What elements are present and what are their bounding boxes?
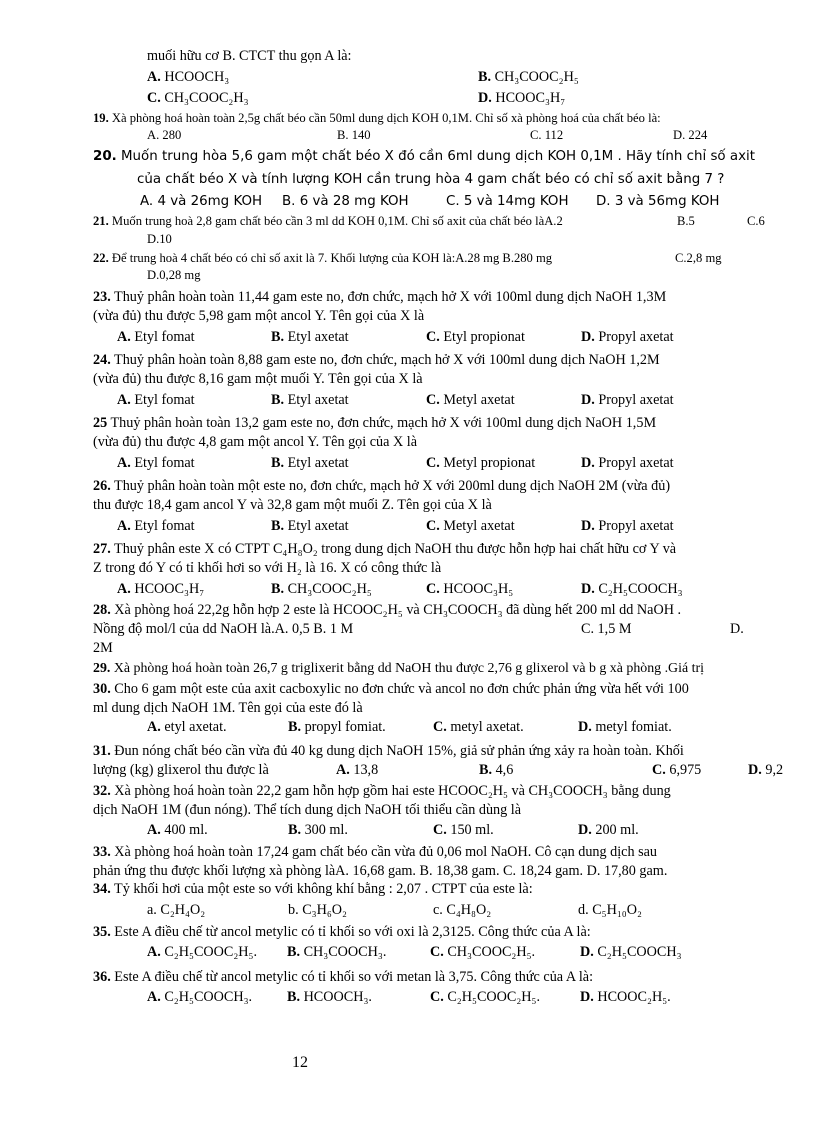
question-20-cont: của chất béo X và tính lượng KOH cần trung hòa 4 gam chất béo có chỉ số axit bằng 7 ? <box>137 172 725 187</box>
question-35: 35. Este A điều chế từ ancol metylic có tỉ khối so với oxi là 2,3125. Công thức của A là: <box>93 924 591 940</box>
question-24: 24. Thuỷ phân hoàn toàn 8,88 gam este no, đơn chức, mạch hở X với 100ml dung dịch NaOH 1,2M <box>93 352 660 368</box>
option-b: B. CH₃COOC₂H₅ <box>271 581 372 597</box>
option-c: C. 6,975 <box>652 762 702 778</box>
option-b: b. C₃H₆O₂ <box>288 902 347 918</box>
option-b: B. Etyl axetat <box>271 392 349 408</box>
question-34: 34. Tỷ khối hơi của một este so với không khí bằng : 2,07 . CTPT của este là: <box>93 881 533 897</box>
question-25: 25 Thuỷ phân hoàn toàn 13,2 gam este no, đơn chức, mạch hở X với 100ml dung dịch NaOH 1,5M <box>93 415 657 431</box>
question-23-cont: (vừa đủ) thu được 5,98 gam một ancol Y. Tên gọi của X là <box>93 308 425 324</box>
option-d: D. Propyl axetat <box>581 518 674 534</box>
option-a: A. 4 và 26mg KOH <box>140 194 263 209</box>
option-d: D. metyl fomiat. <box>578 719 672 735</box>
question-27: 27. Thuỷ phân este X có CTPT C₄H₈O₂ trong dung dịch NaOH thu được hỗn hợp hai chất hữu cơ Y và <box>93 541 677 557</box>
question-32: 32. Xà phòng hoá hoàn toàn 22,2 gam hỗn hợp gồm hai este HCOOC₂H₅ và CH₃COOCH₃ bằng dung <box>93 783 671 799</box>
question-23: 23. Thuỷ phân hoàn toàn 11,44 gam este no, đơn chức, mạch hở X với 100ml dung dịch NaOH 1,3M <box>93 289 667 305</box>
question-29: 29. Xà phòng hoá hoàn toàn 26,7 g triglixerit bằng dd NaOH thu được 2,76 g glixerol và b g xà phòng .Giá trị <box>93 661 704 676</box>
question-26-cont: thu được 18,4 gam ancol Y và 32,8 gam một muối Z. Tên gọi của X là <box>93 497 492 513</box>
question-24-cont: (vừa đủ) thu được 8,16 gam một muối Y. Tên gọi của X là <box>93 371 423 387</box>
option-c: C. 150 ml. <box>433 822 494 838</box>
option-d: D.10 <box>147 232 172 246</box>
question-19: 19. Xà phòng hoá hoàn toàn 2,5g chất béo cần 50ml dung dịch KOH 0,1M. Chỉ số xà phòng hoá của chất béo là: <box>93 111 661 125</box>
option-d: D. Propyl axetat <box>581 455 674 471</box>
question-20: 20. Muốn trung hòa 5,6 gam một chất béo X đó cần 6ml dung dịch KOH 0,1M . Hãy tính chỉ số axit <box>93 149 755 164</box>
option-c: C.6 <box>747 214 765 228</box>
option-a: A. HCOOC₃H₇ <box>117 581 205 597</box>
option-a: A. Etyl fomat <box>117 518 195 534</box>
question-25-cont: (vừa đủ) thu được 4,8 gam một ancol Y. Tên gọi của X là <box>93 434 418 450</box>
option-d: D. C₂H₅COOCH₃ <box>580 944 682 960</box>
option-b: B. Etyl axetat <box>271 518 349 534</box>
option-c: C. metyl axetat. <box>433 719 524 735</box>
option-c: C. Metyl propionat <box>426 455 536 471</box>
question-33: 33. Xà phòng hoá hoàn toàn 17,24 gam chất béo cần vừa đủ 0,06 mol NaOH. Cô cạn dung dịch sau <box>93 844 658 860</box>
option-c: C. Etyl propionat <box>426 329 525 345</box>
question-33-cont: phản ứng thu được khối lượng xà phòng làA. 16,68 gam. B. 18,38 gam. C. 18,24 gam. D. 17,80 gam. <box>93 863 668 879</box>
option-a: A. C₂H₅COOCH₃. <box>147 989 253 1005</box>
option-a: A. C₂H₅COOC₂H₅. <box>147 944 258 960</box>
page-number: 12 <box>292 1054 308 1071</box>
option-c: C.2,8 mg <box>675 251 722 265</box>
option-b: B. HCOOCH₃. <box>287 989 372 1005</box>
text-line: muối hữu cơ B. CTCT thu gọn A là: <box>147 48 352 64</box>
option-a: A. HCOOCH₃ <box>147 69 230 85</box>
option-c: c. C₄H₈O₂ <box>433 902 492 918</box>
option-b: B. Etyl axetat <box>271 455 349 471</box>
option-d: D. <box>730 621 744 637</box>
question-30-cont: ml dung dịch NaOH 1M. Tên gọi của este đó là <box>93 700 363 716</box>
question-28: 28. Xà phòng hoá 22,2g hỗn hợp 2 este là HCOOC₂H₅ và CH₃COOCH₃ đã dùng hết 200 ml dd NaOH . <box>93 602 682 618</box>
option-b: B. 4,6 <box>479 762 514 778</box>
option-c: C. Metyl axetat <box>426 392 515 408</box>
option-a: A. Etyl fomat <box>117 455 195 471</box>
question-27-cont: Z trong đó Y có tỉ khối hơi so với H₂ là 16. X có công thức là <box>93 560 442 576</box>
option-b: B. 6 và 28 mg KOH <box>282 194 409 209</box>
option-a: A. 400 ml. <box>147 822 208 838</box>
question-31: 31. Đun nóng chất béo cần vừa đủ 40 kg dung dịch NaOH 15%, giả sử phản ứng xảy ra hoàn toàn. Khối <box>93 743 684 759</box>
option-d: D. Propyl axetat <box>581 392 674 408</box>
option-c: C. C₂H₅COOC₂H₅. <box>430 989 541 1005</box>
question-36: 36. Este A điều chế từ ancol metylic có tỉ khối so với metan là 3,75. Công thức của A là: <box>93 969 594 985</box>
option-a: A. Etyl fomat <box>117 329 195 345</box>
option-d: D. 3 và 56mg KOH <box>596 194 720 209</box>
option-b: B. Etyl axetat <box>271 329 349 345</box>
option-a: A. 13,8 <box>336 762 379 778</box>
question-30: 30. Cho 6 gam một este của axit cacboxylic no đơn chức và ancol no đơn chức phản ứng vừa hết với 100 <box>93 681 689 697</box>
option-d: D. C₂H₅COOCH₃ <box>581 581 683 597</box>
question-22: 22. Để trung hoà 4 chất béo có chỉ số axit là 7. Khối lượng của KOH là:A.28 mg B.280 mg <box>93 251 553 265</box>
option-a: A. etyl axetat. <box>147 719 227 735</box>
option-d: D. 9,2 <box>748 762 784 778</box>
question-28-cont: Nồng độ mol/l của dd NaOH là.A. 0,5 B. 1 M <box>93 621 354 637</box>
option-c: C. CH₃COOC₂H₅. <box>430 944 536 960</box>
question-31-cont: lượng (kg) glixerol thu được là <box>93 762 269 778</box>
option-d: D.0,28 mg <box>147 268 201 282</box>
question-32-cont: dịch NaOH 1M (đun nóng). Thể tích dung dịch NaOH tối thiểu cần dùng là <box>93 802 522 818</box>
question-21: 21. Muốn trung hoà 2,8 gam chất béo cần 3 ml dd KOH 0,1M. Chỉ số axit của chất béo làA.2 <box>93 214 563 228</box>
option-d-value: 2M <box>93 640 113 656</box>
option-d: D. HCOOC₃H₇ <box>478 90 566 106</box>
option-b: B. CH₃COOCH₃. <box>287 944 387 960</box>
option-c: C. 1,5 M <box>581 621 632 637</box>
option-b: B. 140 <box>337 128 371 142</box>
option-b: B. CH₃COOC₂H₅ <box>478 69 579 85</box>
option-d: D. HCOOC₂H₅. <box>580 989 671 1005</box>
option-c: C. HCOOC₃H₅ <box>426 581 514 597</box>
option-c: C. 112 <box>530 128 564 142</box>
option-c: C. Metyl axetat <box>426 518 515 534</box>
option-d: D. Propyl axetat <box>581 329 674 345</box>
option-d: D. 224 <box>673 128 708 142</box>
option-b: B. 300 ml. <box>288 822 348 838</box>
option-c: C. 5 và 14mg KOH <box>446 194 569 209</box>
option-a: A. 280 <box>147 128 182 142</box>
option-d: D. 200 ml. <box>578 822 639 838</box>
option-b: B. propyl fomiat. <box>288 719 386 735</box>
question-26: 26. Thuỷ phân hoàn toàn một este no, đơn chức, mạch hở X với 200ml dung dịch NaOH 2M (vừa đủ) <box>93 478 671 494</box>
option-b: B.5 <box>677 214 695 228</box>
option-c: C. CH₃COOC₂H₃ <box>147 90 249 106</box>
option-a: A. Etyl fomat <box>117 392 195 408</box>
option-d: d. C₅H₁₀O₂ <box>578 902 642 918</box>
option-a: a. C₂H₄O₂ <box>147 902 206 918</box>
